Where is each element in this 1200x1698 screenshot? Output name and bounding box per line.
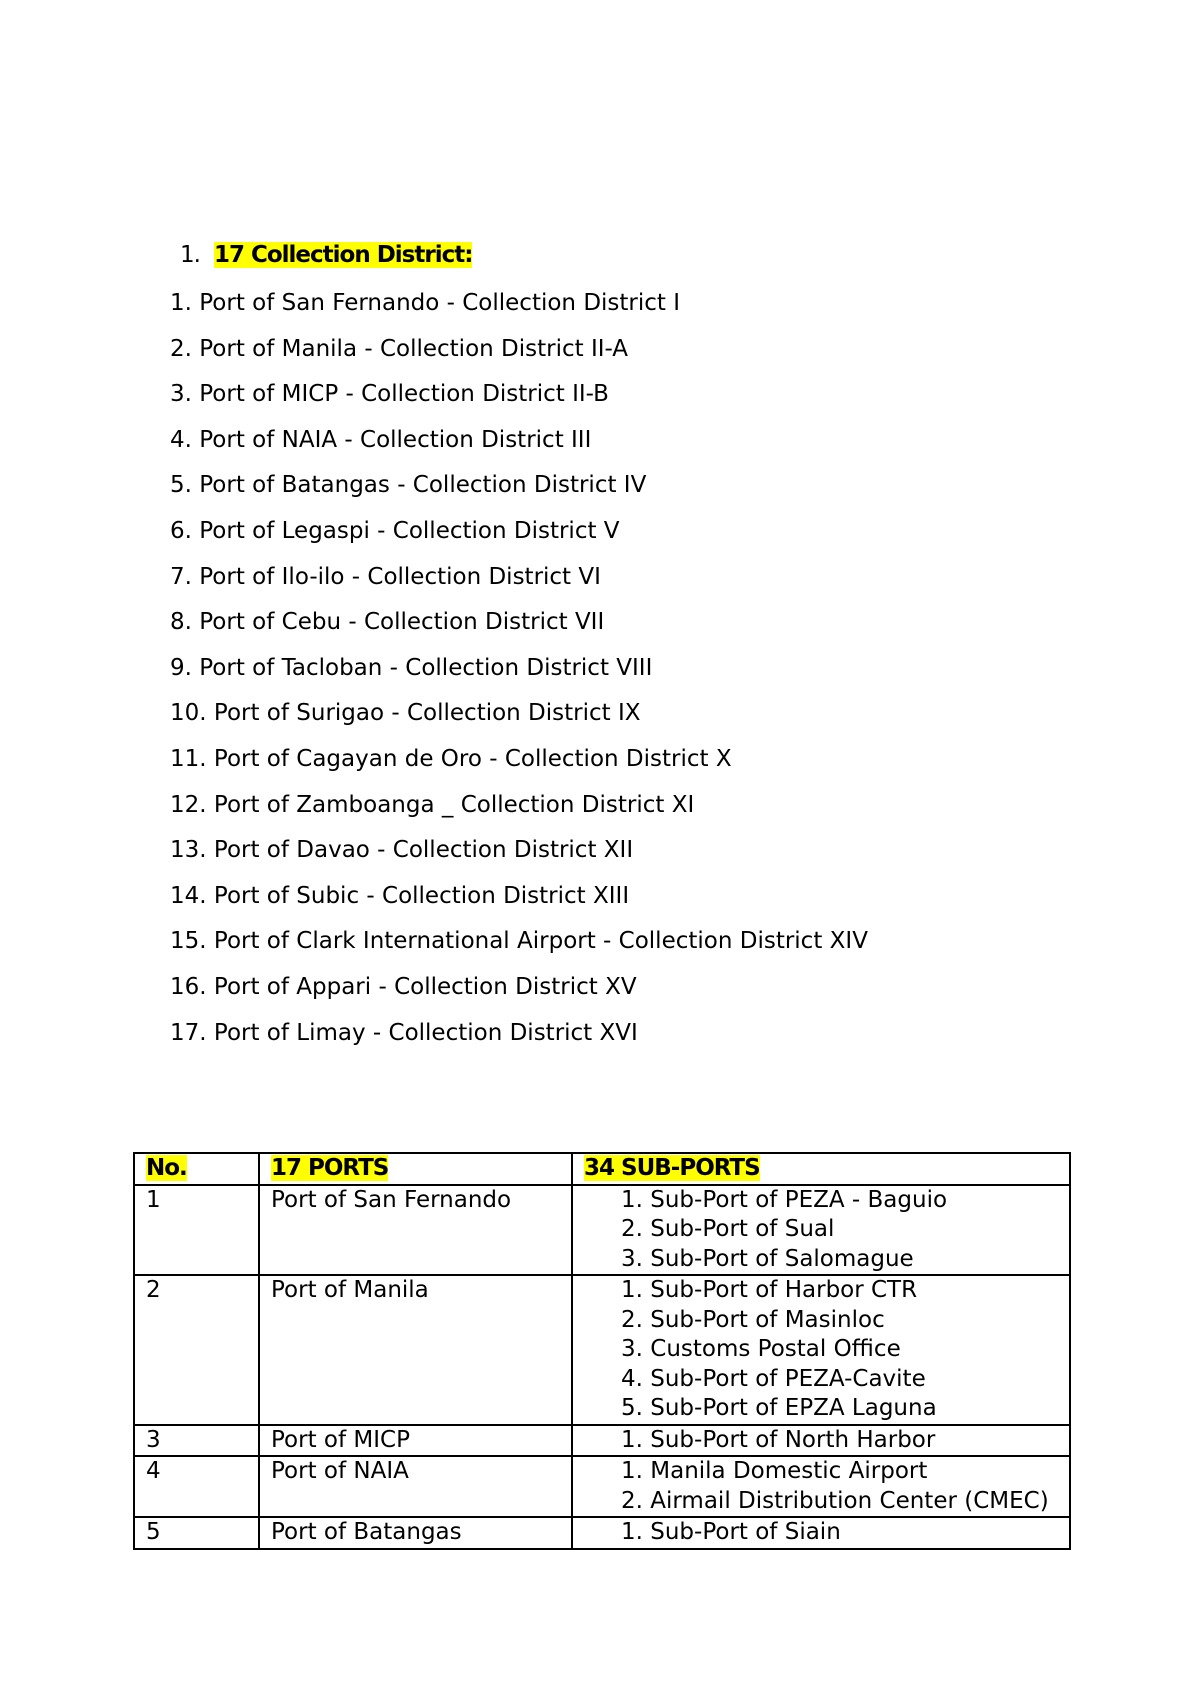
district-item: 15. Port of Clark International Airport - Collection District XIV [170,928,868,955]
port-name-cell: Port of NAIA [259,1456,572,1517]
subport-item: 1. Sub-Port of Harbor CTR [621,1277,918,1303]
subport-item: 2. Sub-Port of Masinloc [621,1306,885,1333]
district-item: 9. Port of Tacloban - Collection District VIII [170,654,653,681]
subport-item: 3. Customs Postal Office [621,1336,901,1362]
district-item: 8. Port of Cebu - Collection District VII [170,609,605,636]
port-name-cell: Port of Manila [259,1275,572,1425]
subport-item: 2. Sub-Port of Sual [621,1216,835,1242]
heading-title: 17 Collection District: [213,242,473,268]
heading-number: 1. [180,242,200,268]
subport-list [584,1276,1069,1424]
subport-item: 4. Sub-Port of PEZA-Cavite [621,1365,926,1392]
header-cell-subports: 34 SUB-PORTS [572,1153,1070,1185]
district-item: 3. Port of MICP - Collection District II-B [170,381,609,408]
row-number-cell: 4 [134,1456,259,1517]
table-row [134,1456,1070,1517]
header-cell-no: No. [134,1153,259,1185]
subports-cell [572,1517,1070,1549]
row-number-cell: 2 [134,1275,259,1425]
row-number-cell: 5 [134,1517,259,1549]
table-row [134,1185,1070,1276]
subport-item: 2. Airmail Distribution Center (CMEC) [621,1487,1049,1514]
district-item: 10. Port of Surigao - Collection District IX [170,700,641,727]
port-name-cell: Port of Batangas [259,1517,572,1549]
row-number-cell: 3 [134,1425,259,1457]
district-item: 2. Port of Manila - Collection District II-A [170,335,629,362]
subports-cell [572,1275,1070,1425]
collection-district-list [170,287,868,1062]
district-item: 16. Port of Appari - Collection District XV [170,973,637,1000]
district-item: 14. Port of Subic - Collection District XIII [170,882,630,909]
district-item: 6. Port of Legaspi - Collection District V [170,517,620,544]
subport-item: 5. Sub-Port of EPZA Laguna [621,1395,937,1421]
subport-list [584,1457,1069,1516]
district-item: 13. Port of Davao - Collection District XII [170,837,634,864]
port-name-cell: Port of San Fernando [259,1185,572,1276]
subport-list [584,1426,1069,1456]
district-item: 5. Port of Batangas - Collection District IV [170,472,647,499]
table-header-row [134,1153,1070,1185]
district-item: 12. Port of Zamboanga _ Collection District XI [170,791,695,818]
ports-table [133,1152,1071,1550]
subport-item: 1. Sub-Port of Siain [621,1519,841,1545]
subports-cell [572,1185,1070,1276]
district-item: 1. Port of San Fernando - Collection District I [170,290,681,316]
subport-item: 1. Sub-Port of North Harbor [621,1426,936,1453]
district-item: 17. Port of Limay - Collection District XVI [170,1019,638,1046]
district-item: 4. Port of NAIA - Collection District III [170,426,592,453]
table-row [134,1517,1070,1549]
table-row [134,1275,1070,1425]
subport-list [584,1518,1069,1548]
subport-item: 3. Sub-Port of Salomague [621,1245,914,1272]
district-item: 11. Port of Cagayan de Oro - Collection District X [170,745,732,772]
header-cell-ports: 17 PORTS [259,1153,572,1185]
row-number-cell: 1 [134,1185,259,1276]
subport-item: 1. Sub-Port of PEZA - Baguio [621,1186,948,1213]
section-heading [180,242,472,268]
port-name-cell: Port of MICP [259,1425,572,1457]
district-item: 7. Port of Ilo-ilo - Collection District VI [170,563,601,590]
subport-item: 1. Manila Domestic Airport [621,1458,928,1484]
subports-cell [572,1456,1070,1517]
subports-cell [572,1425,1070,1457]
table-row [134,1425,1070,1457]
subport-list [584,1186,1069,1275]
